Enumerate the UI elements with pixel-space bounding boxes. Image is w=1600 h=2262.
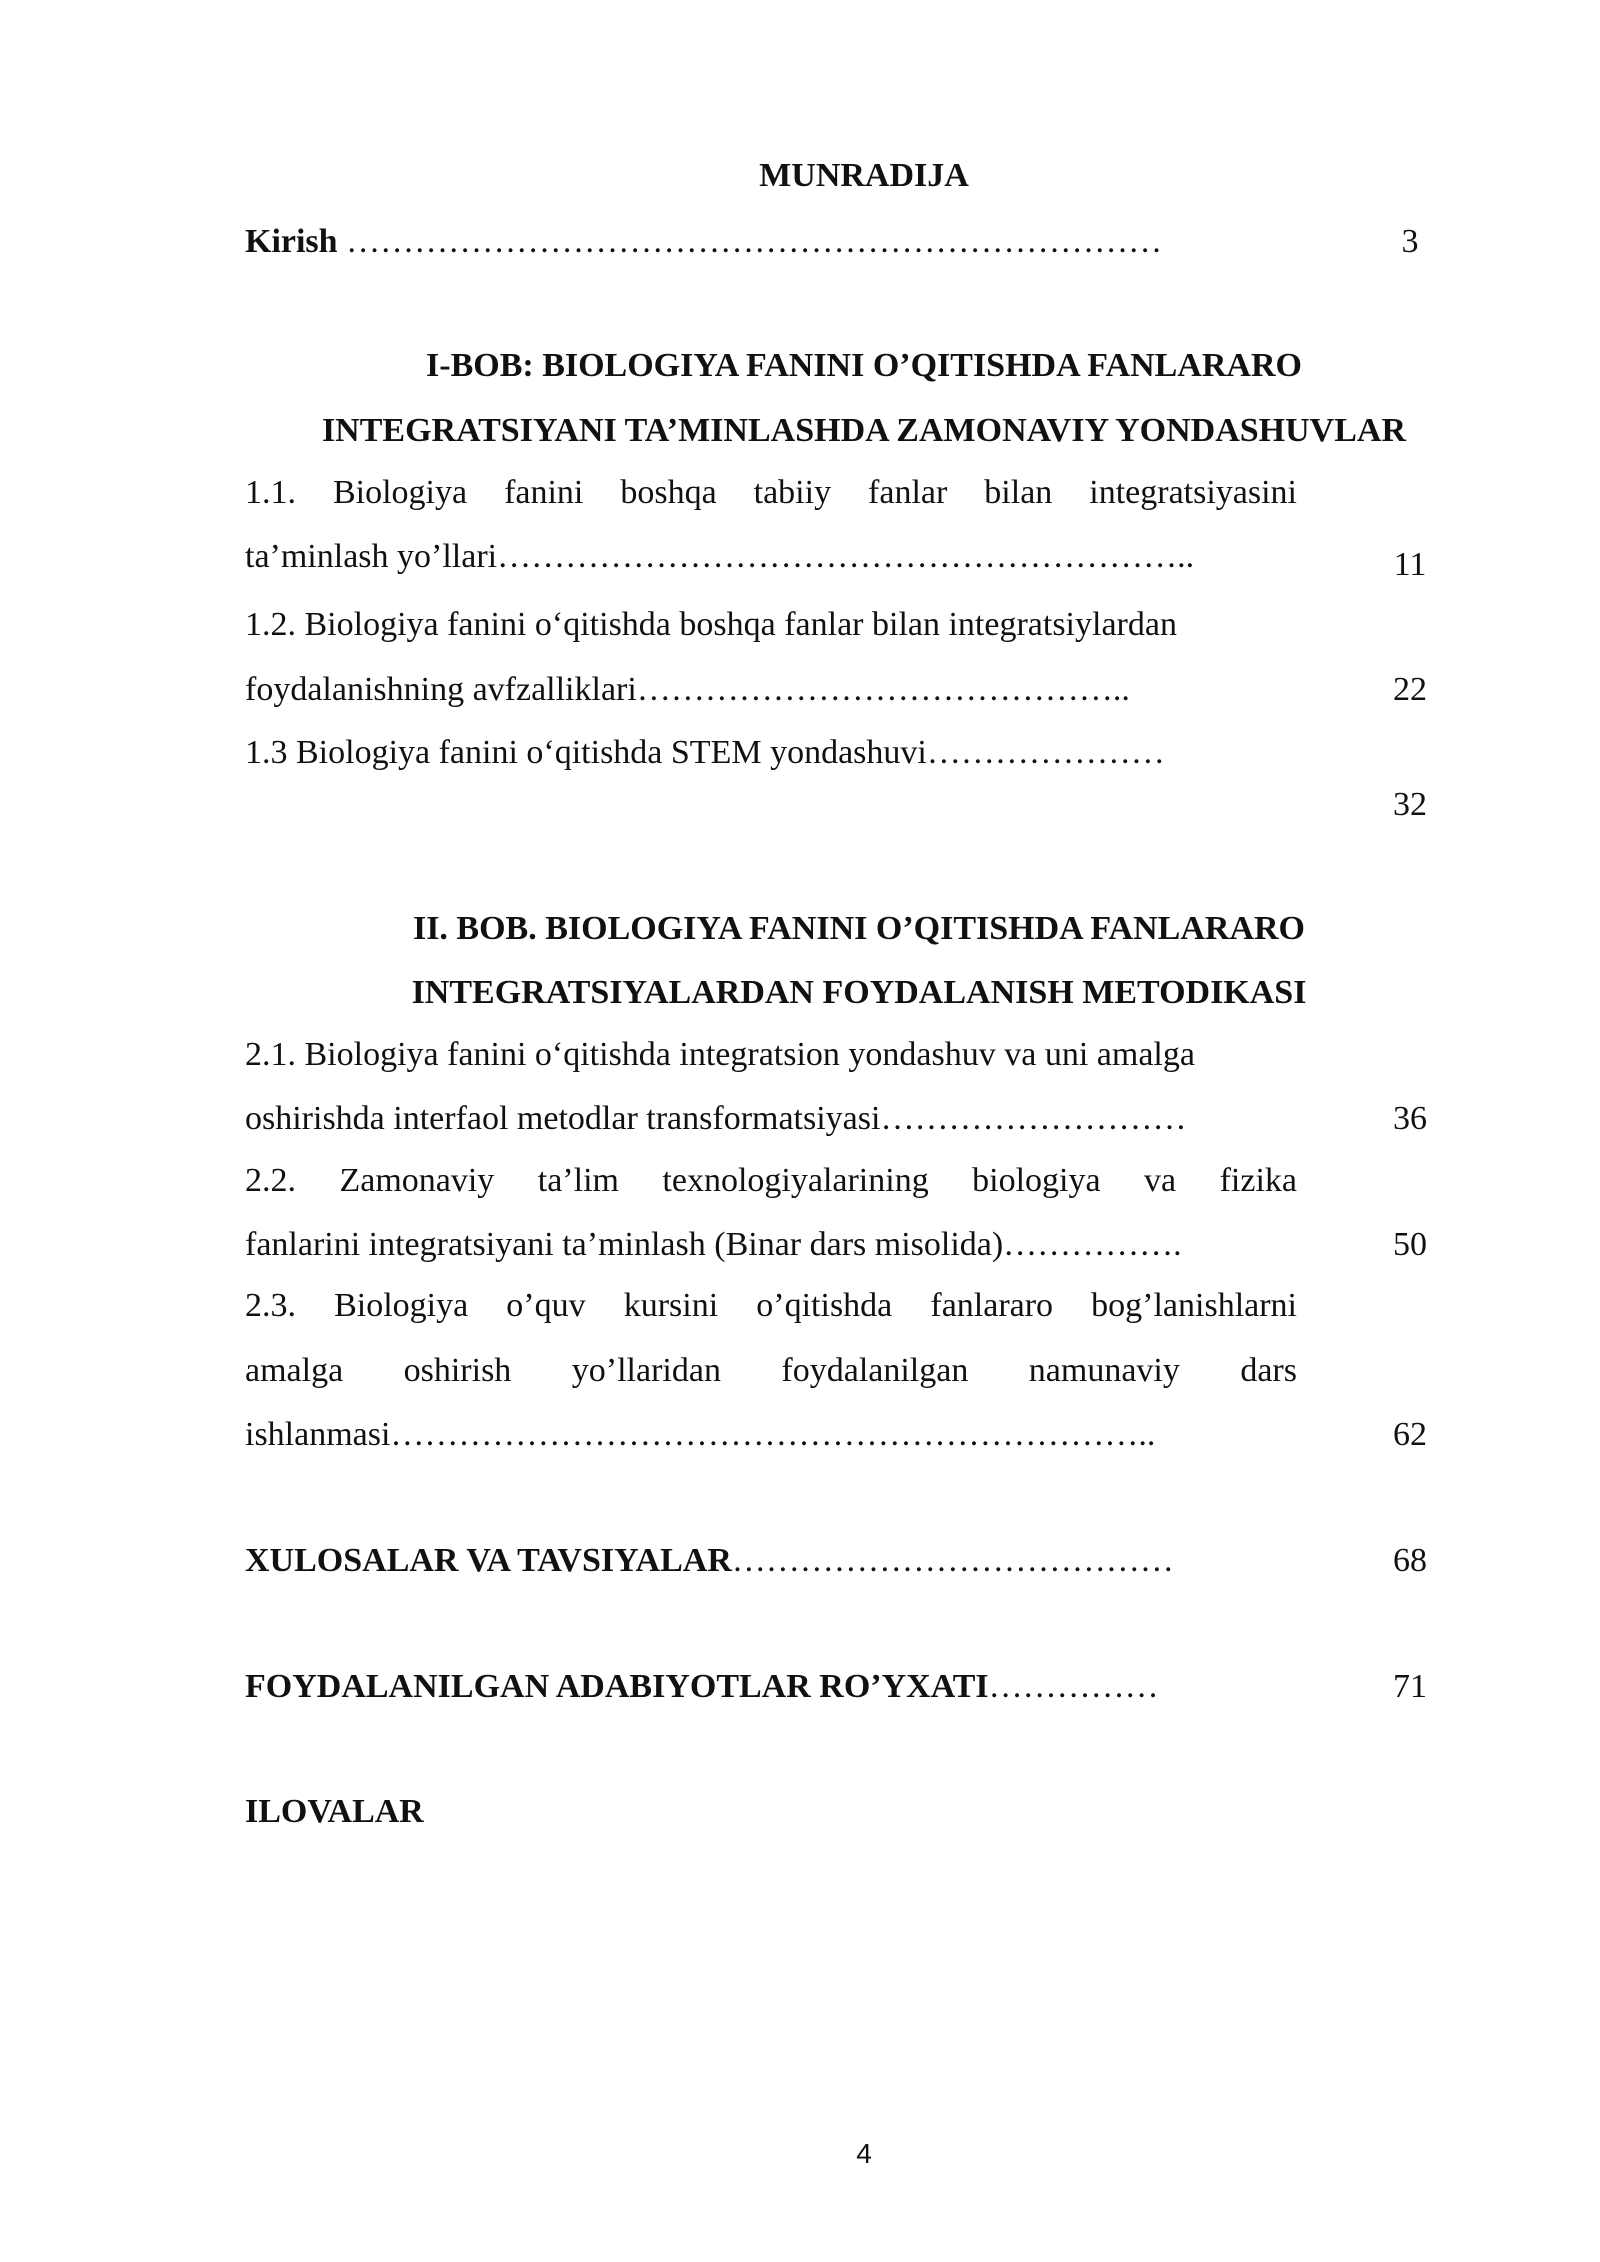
chapter-1-heading-line2: INTEGRATSIYANI TA’MINLASHDA ZAMONAVIY YONDASHUVLAR bbox=[321, 412, 1407, 449]
toc-item-2-1-line1[interactable]: 2.1. Biologiya fanini o‘qitishda integratsion yondashuv va uni amalga bbox=[245, 1036, 1195, 1073]
page-number: 4 bbox=[856, 2138, 872, 2169]
toc-item-1-3-line1[interactable]: 1.3 Biologiya fanini o‘qitishda STEM yondashuvi………………… bbox=[245, 734, 1165, 771]
toc-page-number: 3 bbox=[1401, 223, 1419, 260]
toc-entry-intro[interactable] bbox=[245, 222, 1162, 262]
toc-item-2-2-line1[interactable]: 2.2. Zamonaviy ta’lim texnologiyalarining biologiya va fizika bbox=[245, 1162, 1297, 1199]
toc-page-number: 11 bbox=[1393, 546, 1427, 583]
toc-page-number: 62 bbox=[1393, 1416, 1427, 1453]
chapter-1-heading-line1: I-BOB: BIOLOGIYA FANINI O’QITISHDA FANLARARO bbox=[426, 347, 1302, 384]
toc-page-number: 68 bbox=[1393, 1542, 1427, 1579]
toc-entry-label: FOYDALANILGAN ADABIYOTLAR RO’YXATI bbox=[245, 1668, 989, 1705]
toc-page-number: 22 bbox=[1393, 671, 1427, 708]
toc-item-1-2-line1[interactable]: 1.2. Biologiya fanini o‘qitishda boshqa fanlar bilan integratsiylardan bbox=[245, 606, 1177, 643]
toc-item-2-1-line2[interactable]: oshirishda interfaol metodlar transformatsiyasi……………………… bbox=[245, 1100, 1187, 1137]
chapter-2-heading-line2: INTEGRATSIYALARDAN FOYDALANISH METODIKASI bbox=[411, 974, 1307, 1011]
toc-page-number: 71 bbox=[1393, 1668, 1427, 1705]
toc-page-number: 36 bbox=[1393, 1100, 1427, 1137]
toc-item-1-1-line1[interactable]: 1.1. Biologiya fanini boshqa tabiiy fanlar bilan integratsiyasini bbox=[245, 474, 1297, 511]
toc-item-2-3-line2[interactable]: amalga oshirish yo’llaridan foydalanilgan namunaviy dars bbox=[245, 1352, 1297, 1389]
toc-title: MUNRADIJA bbox=[759, 157, 969, 194]
toc-page-number: 50 bbox=[1393, 1226, 1427, 1263]
toc-item-2-3-line3[interactable]: ishlanmasi………………………………………………………….. bbox=[245, 1416, 1156, 1453]
toc-item-2-3-line1[interactable]: 2.3. Biologiya o’quv kursini o’qitishda fanlararo bog’lanishlarni bbox=[245, 1287, 1297, 1324]
toc-item-1-2-line2[interactable]: foydalanishning avfzalliklari…………………………………….. bbox=[245, 671, 1130, 708]
toc-entry-label: XULOSALAR VA TAVSIYALAR bbox=[245, 1542, 732, 1579]
toc-item-1-1-line2[interactable]: ta’minlash yo’llari…………………………………………………….. bbox=[245, 538, 1195, 575]
toc-entry-dots: ……………………………………………………………… bbox=[337, 223, 1163, 260]
chapter-2-heading-line1: II. BOB. BIOLOGIYA FANINI O’QITISHDA FANLARARO bbox=[412, 910, 1306, 947]
toc-page-number: 32 bbox=[1393, 786, 1427, 823]
toc-entry-conclusions[interactable] bbox=[245, 1541, 1174, 1581]
toc-entry-dots: ………………………………… bbox=[731, 1542, 1174, 1579]
toc-item-2-2-line2[interactable]: fanlarini integratsiyani ta’minlash (Binar dars misolida)……………. bbox=[245, 1226, 1182, 1263]
toc-entry-label: Kirish bbox=[245, 223, 338, 260]
toc-entry-references[interactable] bbox=[245, 1667, 1159, 1707]
toc-entry-dots: …………… bbox=[988, 1668, 1159, 1705]
toc-entry-appendix[interactable]: ILOVALAR bbox=[245, 1793, 424, 1830]
